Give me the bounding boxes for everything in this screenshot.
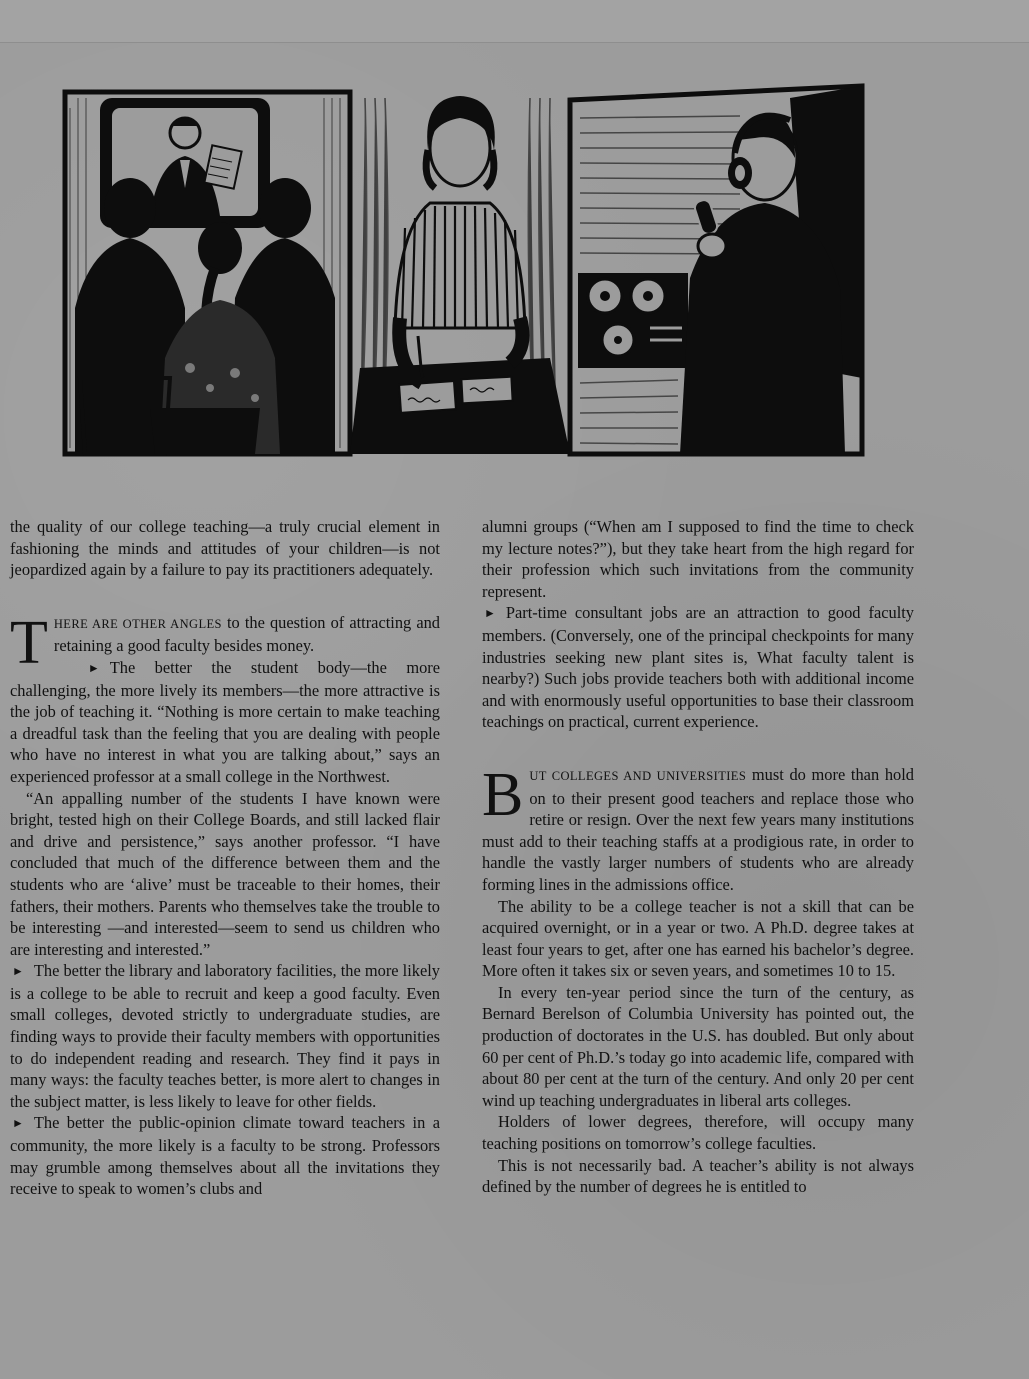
- paragraph: In every ten-year period since the turn of the century, as Bernard Berelson of Columbia University has pointed out, the production of doctorates in the U.S. has doubled. But only about 60 per cent of Ph.D.’s today go into academic life, compared with about 80 per cent at the turn of the century. And only 20 per cent wind up teaching undergraduates in liberal arts colleges.: [482, 982, 914, 1110]
- bullet-paragraph: [10, 1112, 440, 1199]
- bullet-arrow-icon: ►: [87, 660, 100, 675]
- paragraph: The ability to be a college teacher is not a skill that can be acquired overnight, or in a year or two. A Ph.D. degree takes at least four years to get, after one has earned his bachelor’s degree. More often it takes six or seven years, and sometimes 10 to 15.: [482, 896, 914, 981]
- panel-teacher-desk: [350, 96, 570, 454]
- text-column-right: [482, 516, 914, 1198]
- paragraph: Holders of lower degrees, therefore, will occupy many teaching positions on tomorrow’s college faculties.: [482, 1112, 914, 1154]
- microphone-icon: [693, 198, 719, 235]
- drop-cap: T: [10, 608, 48, 677]
- drop-cap: B: [482, 760, 524, 829]
- text-column-left: [10, 516, 440, 1200]
- paragraph-text: The better the student body—the more challenging, the more lively its members—the more attractive is the job of teaching it. “Nothing is more certain to make teaching a dreadful task than the feeling that you are dealing with people who have no interest in what you are talking about,” says an experienced professor at a small college in the Northwest.: [10, 657, 440, 786]
- paragraph: “An appalling number of the students I have known were bright, tested high on their College Boards, and still lacked flair and drive and persistence,” says another professor. “I have concluded that much of the difference between them and the students who are ‘alive’ must be traceable to their homes, their fathers, their mothers. Parents who themselves take the trouble to be interesting —and interested—seem to send us children who are interesting and interested.”: [10, 788, 440, 959]
- bullet-paragraph: [10, 960, 440, 1112]
- panel-tv-classroom: [65, 92, 350, 454]
- paragraph-text: Part-time consultant jobs are an attraction to good faculty members. (Conversely, one of the principal checkpoints for many industries seeking new plant sites is, What faculty talent is nearby?) Such jobs provide teachers both with additional income and with enormously useful opportunities to base their classroom teachings on practical, current experience.: [482, 603, 914, 732]
- desk-icon: [350, 358, 570, 454]
- bullet-arrow-icon: ►: [484, 606, 496, 621]
- panel-tape-recorder: [570, 86, 862, 454]
- paragraph-text: The better the library and laboratory facilities, the more likely is a college to be able to recruit and keep a good faculty. Even small colleges, devoted strictly to undergraduate studies, are finding ways to provide their faculty members with opportunities to do independent reading and research. They find it pays in many ways: the faculty teaches better, is more alert to changes in the subject matter, is less likely to leave for other fields.: [10, 961, 440, 1111]
- paragraph: This is not necessarily bad. A teacher’s ability is not always defined by the number of degrees he is entitled to: [482, 1155, 914, 1197]
- top-margin-band: [0, 0, 1029, 43]
- small-caps-lead: HERE ARE OTHER ANGLES: [53, 616, 222, 631]
- bullet-paragraph: [482, 602, 914, 733]
- woodcut-illustration: [50, 78, 870, 468]
- paragraph: the quality of our college teaching—a truly crucial element in fashioning the minds and attitudes of your children—is not jeopardized again by a failure to pay its practitioners adequately.: [10, 517, 440, 580]
- paragraph-with-dropcap: [10, 608, 440, 677]
- paragraph-rest: must do more than hold on to their present good teachers and replace those who retire or resign. Over the next few years many institutions must add to their teaching staffs at a prodigious rate, in order to handle the vastly larger numbers of students who are already forming lines in the admissions office.: [482, 764, 914, 894]
- paragraph-rest: to the question of attracting and retaining a good faculty besides money.: [53, 612, 440, 656]
- bullet-arrow-icon: ►: [12, 964, 24, 979]
- paragraph: alumni groups (“When am I supposed to find the time to check my lecture notes?”), but they take heart from the high regard for their profession which such invitations from the community represent.: [482, 517, 914, 601]
- paragraph-text: The better the public-opinion climate toward teachers in a community, the more likely is a faculty to be strong. Professors may grumble among themselves about all the invitations they receive to speak to women’s clubs and: [10, 1113, 440, 1199]
- bullet-paragraph: [10, 657, 440, 788]
- bullet-arrow-icon: ►: [12, 1116, 24, 1131]
- paragraph-with-dropcap: [482, 760, 914, 896]
- small-caps-lead: UT COLLEGES AND UNIVERSITIES: [529, 768, 747, 783]
